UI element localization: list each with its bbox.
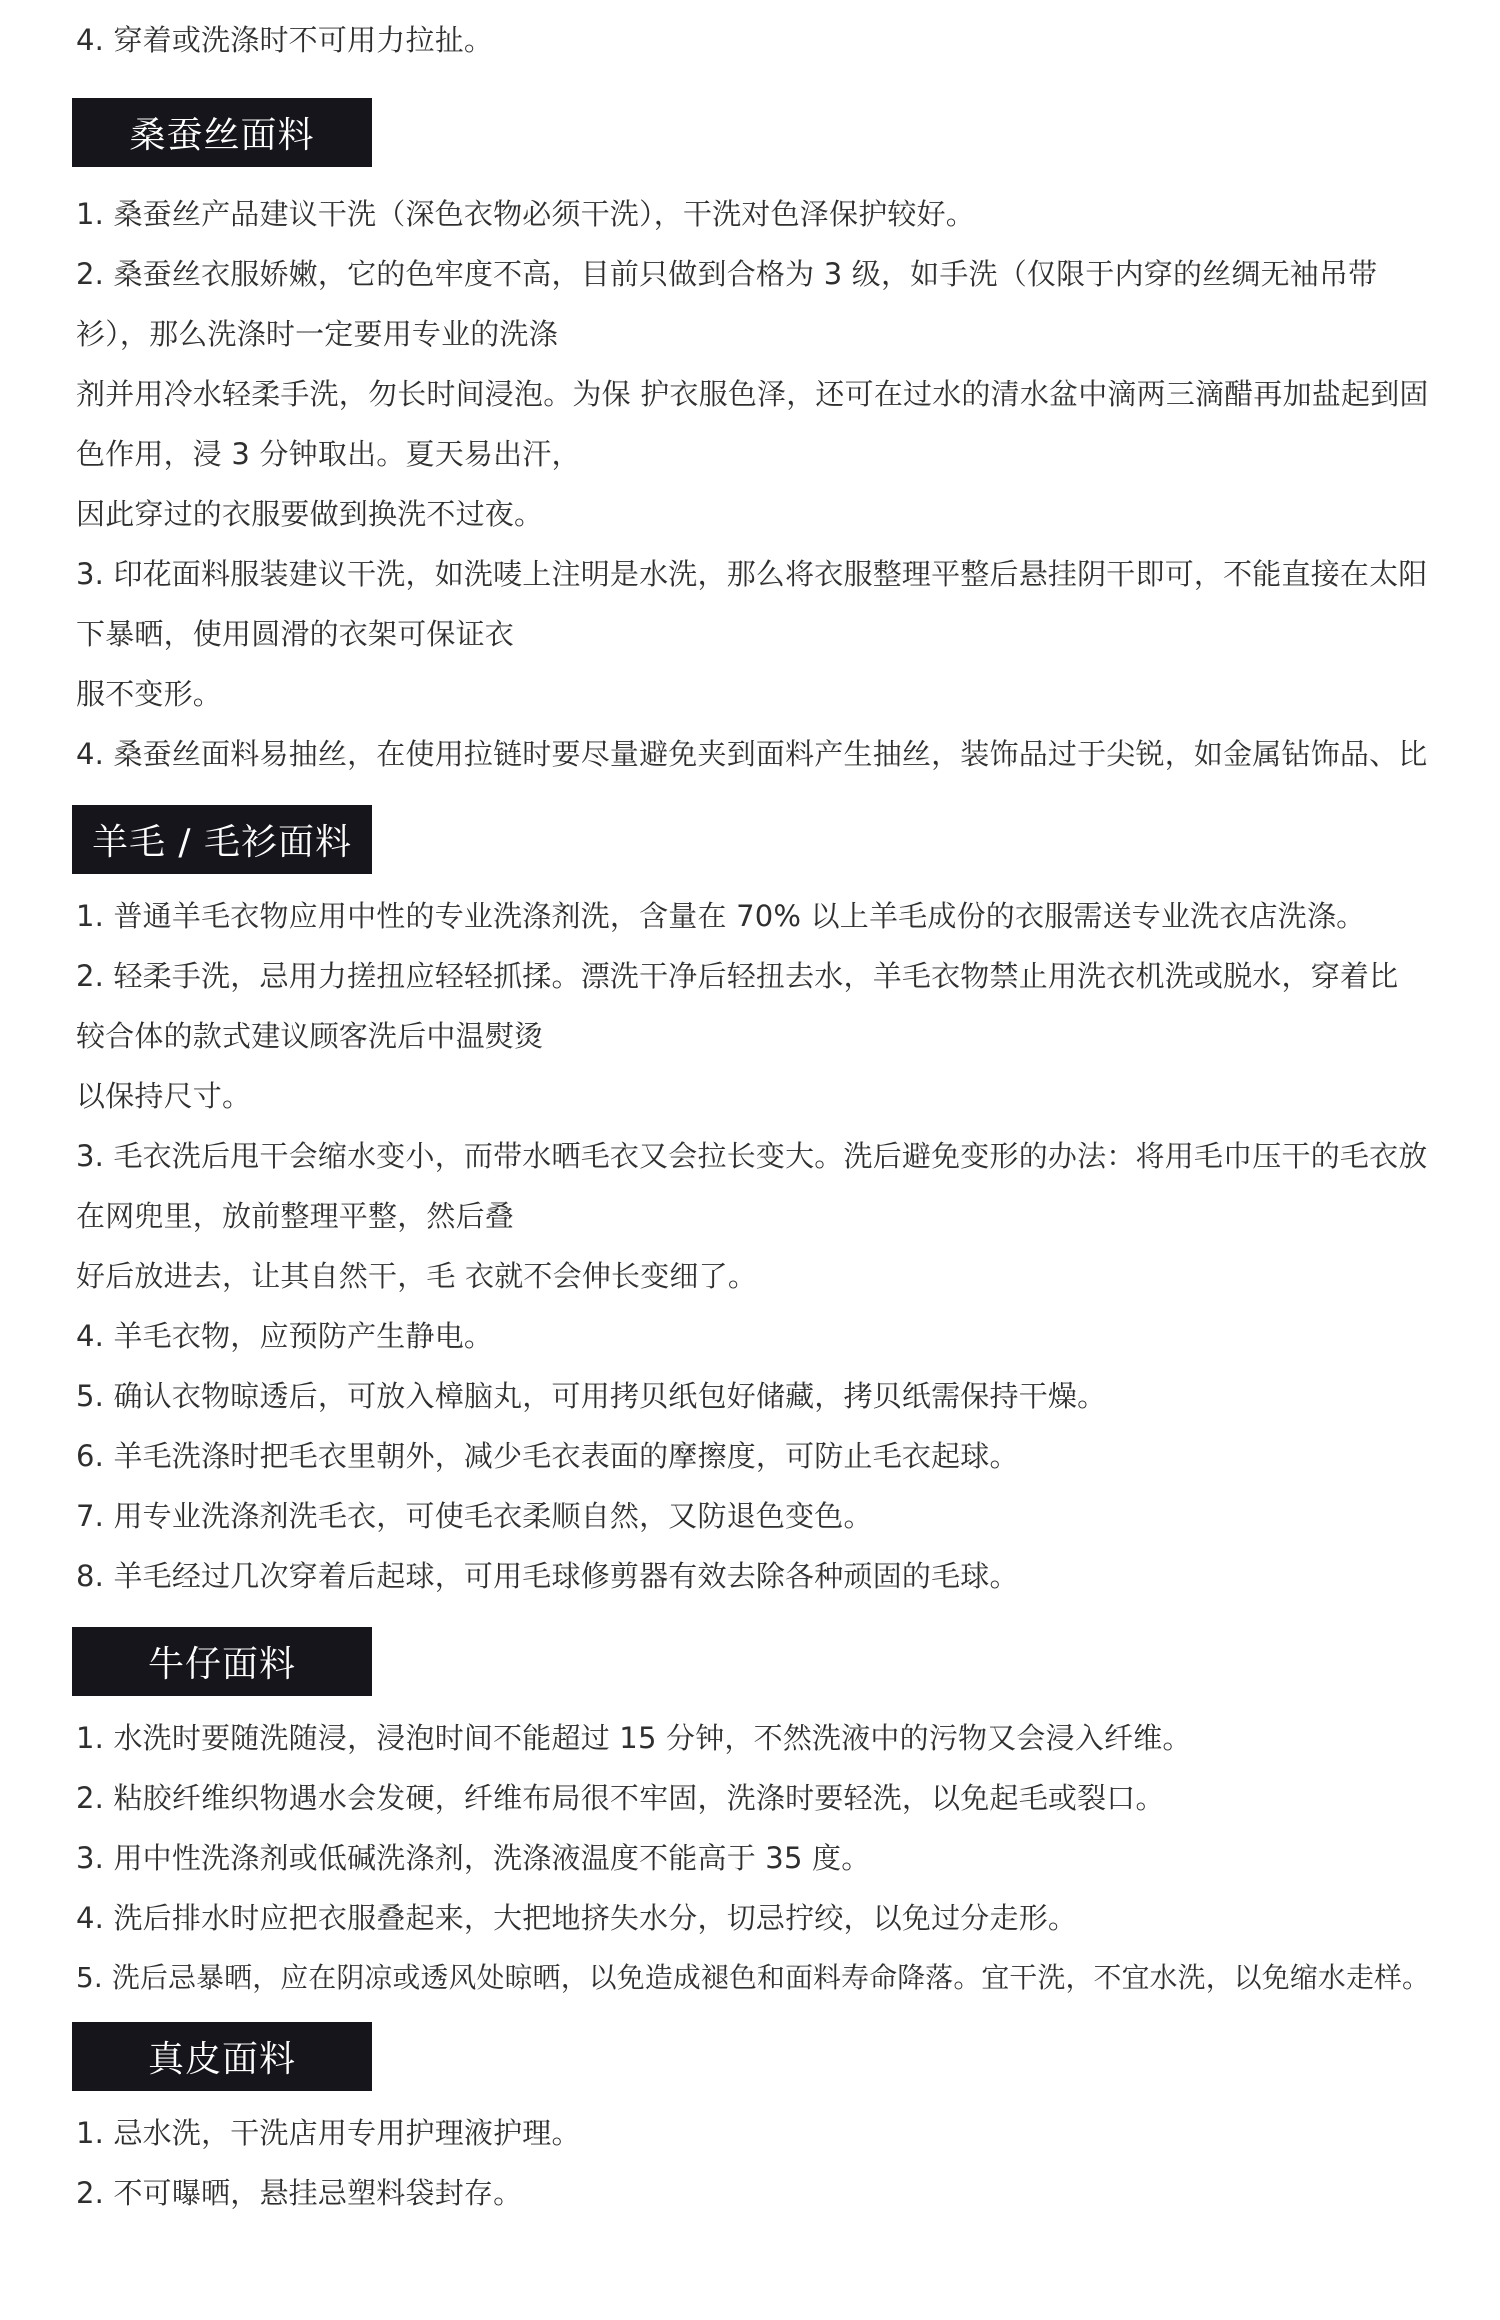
wool-line: 8. 羊毛经过几次穿着后起球，可用毛球修剪器有效去除各种顽固的毛球。: [76, 1559, 1019, 1593]
wool-line: 7. 用专业洗涤剂洗毛衣，可使毛衣柔顺自然，又防退色变色。: [76, 1499, 873, 1533]
silk-line: 3. 印花面料服装建议干洗，如洗唛上注明是水洗，那么将衣服整理平整后悬挂阴干即可，不能直接在太阳: [76, 557, 1428, 591]
denim-line: 3. 用中性洗涤剂或低碱洗涤剂，洗涤液温度不能高于 35 度。: [76, 1841, 871, 1875]
section-header-leather: 真皮面料: [72, 2022, 372, 2091]
wool-line: 较合体的款式建议顾客洗后中温熨烫: [76, 1019, 544, 1053]
wool-line: 1. 普通羊毛衣物应用中性的专业洗涤剂洗，含量在 70% 以上羊毛成份的衣服需送专业洗衣店洗涤。: [76, 899, 1366, 933]
section-header-denim: 牛仔面料: [72, 1627, 372, 1696]
silk-line: 衫），那么洗涤时一定要用专业的洗涤: [76, 317, 558, 351]
wool-line: 在网兜里，放前整理平整，然后叠: [76, 1199, 515, 1233]
denim-line: 1. 水洗时要随洗随浸，浸泡时间不能超过 15 分钟，不然洗液中的污物又会浸入纤维。: [76, 1721, 1192, 1755]
denim-line: 2. 粘胶纤维织物遇水会发硬，纤维布局很不牢固，洗涤时要轻洗，以免起毛或裂口。: [76, 1781, 1165, 1815]
section-header-wool: 羊毛 / 毛衫面料: [72, 805, 372, 874]
silk-line: 4. 桑蚕丝面料易抽丝，在使用拉链时要尽量避免夹到面料产生抽丝，装饰品过于尖锐，如金属钻饰品、比: [76, 737, 1428, 771]
silk-line: 剂并用冷水轻柔手洗，勿长时间浸泡。为保 护衣服色泽，还可在过水的清水盆中滴两三滴醋再加盐起到固: [76, 377, 1429, 411]
wool-line: 4. 羊毛衣物，应预防产生静电。: [76, 1319, 494, 1353]
silk-line: 1. 桑蚕丝产品建议干洗（深色衣物必须干洗），干洗对色泽保护较好。: [76, 197, 975, 231]
silk-line: 服不变形。: [76, 677, 223, 711]
wool-line: 好后放进去，让其自然干，毛 衣就不会伸长变细了。: [76, 1259, 758, 1293]
section-header-silk: 桑蚕丝面料: [72, 98, 372, 167]
denim-line: 4. 洗后排水时应把衣服叠起来，大把地挤失水分，切忌拧绞，以免过分走形。: [76, 1901, 1078, 1935]
silk-line: 色作用，浸 3 分钟取出。夏天易出汗，: [76, 437, 581, 471]
wool-line: 6. 羊毛洗涤时把毛衣里朝外，减少毛衣表面的摩擦度，可防止毛衣起球。: [76, 1439, 1019, 1473]
leather-line: 2. 不可曝晒，悬挂忌塑料袋封存。: [76, 2176, 523, 2210]
leather-line: 1. 忌水洗，干洗店用专用护理液护理。: [76, 2116, 581, 2150]
silk-line: 因此穿过的衣服要做到换洗不过夜。: [76, 497, 544, 531]
silk-line: 2. 桑蚕丝衣服娇嫩，它的色牢度不高，目前只做到合格为 3 级，如手洗（仅限于内穿的丝绸无袖吊带: [76, 257, 1378, 291]
wool-line: 3. 毛衣洗后甩干会缩水变小，而带水晒毛衣又会拉长变大。洗后避免变形的办法：将用毛巾压干的毛衣放: [76, 1139, 1428, 1173]
wool-line: 2. 轻柔手洗，忌用力搓扭应轻轻抓揉。漂洗干净后轻扭去水，羊毛衣物禁止用洗衣机洗或脱水，穿着比: [76, 959, 1399, 993]
silk-line: 下暴晒，使用圆滑的衣架可保证衣: [76, 617, 515, 651]
wool-line: 以保持尺寸。: [76, 1079, 252, 1113]
denim-line: 5. 洗后忌暴晒，应在阴凉或透风处晾晒，以免造成褪色和面料寿命降落。宜干洗，不宜水洗，以免缩水走样。: [76, 1961, 1431, 1994]
wool-line: 5. 确认衣物晾透后，可放入樟脑丸，可用拷贝纸包好储藏，拷贝纸需保持干燥。: [76, 1379, 1107, 1413]
intro-line: 4. 穿着或洗涤时不可用力拉扯。: [76, 23, 494, 57]
